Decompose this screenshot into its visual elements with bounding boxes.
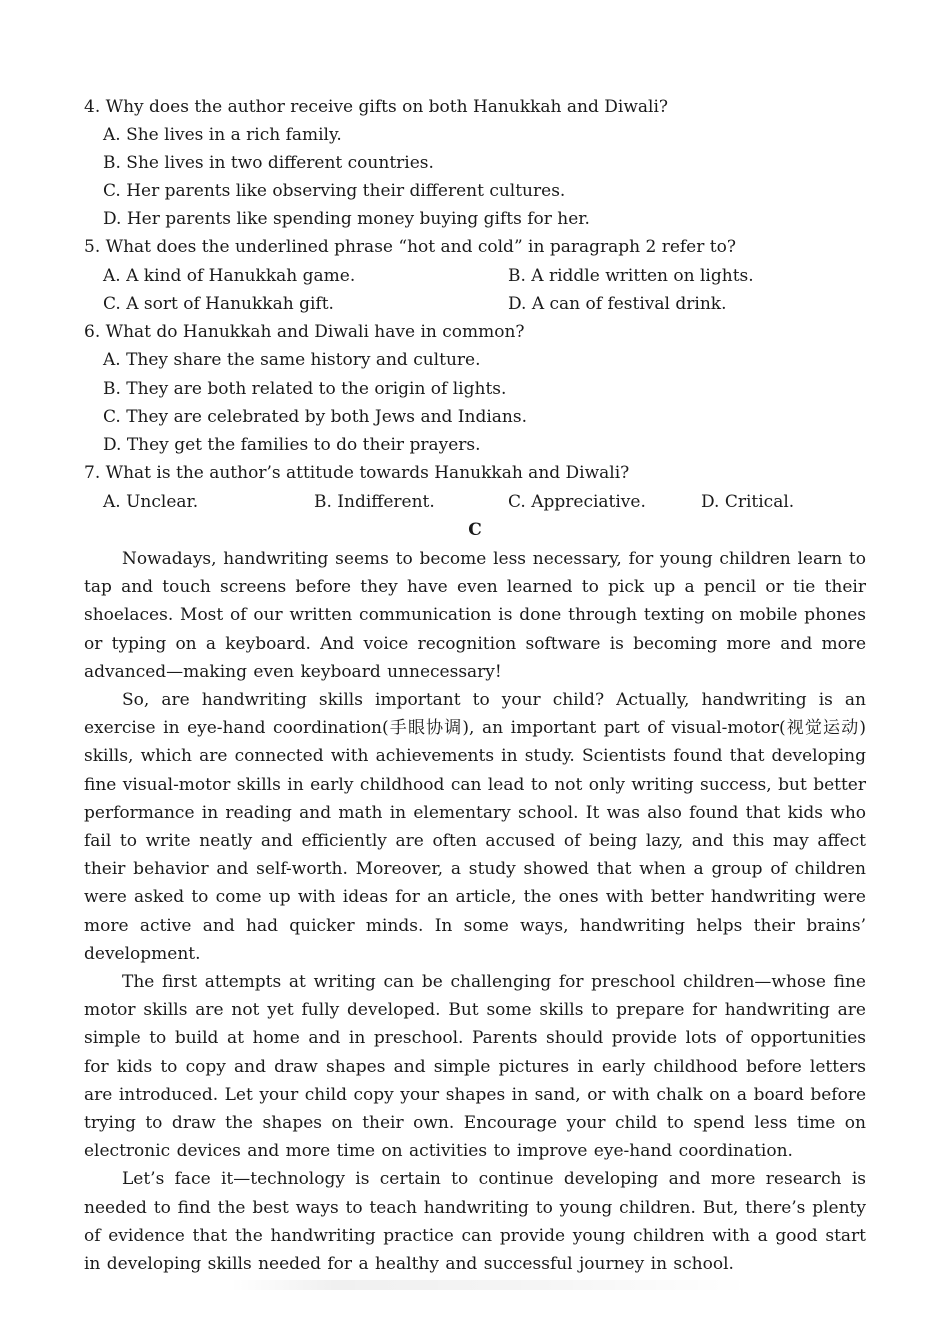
question-7-option-a: A. Unclear.	[103, 492, 199, 512]
question-4-option-a: A. She lives in a rich family.	[103, 125, 342, 145]
question-5-option-b: B. A riddle written on lights.	[508, 266, 754, 286]
question-6-option-d: D. They get the families to do their prayers.	[103, 435, 481, 455]
question-4-option-c: C. Her parents like observing their different cultures.	[103, 181, 566, 201]
passage-paragraph-1: Nowadays, handwriting seems to become less necessary, for young children learn to tap and touch screens before they have even learned to pick up a pencil or tie their shoelaces. Most of our written communication is done through texting on mobile phones or typing on a keyboard. And voice recognition software is becoming more and more advanced—making even keyboard unnecessary!	[84, 549, 866, 682]
passage-paragraph-2: So, are handwriting skills important to your child? Actually, handwriting is an exercise in eye-hand coordination(手眼协调), an important part of visual-motor(视觉运动) skills, which are connected with achievements in study. Scientists found that developing fine visual-motor skills in early childhood can lead to not only writing success, but better performance in reading and math in elementary school. It was also found that kids who fail to write neatly and efficiently are often accused of being lazy, and this may affect their behavior and self-worth. Moreover, a study showed that when a group of children were asked to come up with ideas for an article, the ones with better handwriting were more active and had quicker minds. In some ways, handwriting helps their brains’ development.	[84, 690, 866, 964]
question-5-option-a: A. A kind of Hanukkah game.	[103, 266, 356, 286]
question-6-option-a: A. They share the same history and culture.	[103, 350, 481, 370]
question-6-option-c: C. They are celebrated by both Jews and Indians.	[103, 407, 528, 427]
question-7-option-c: C. Appreciative.	[508, 492, 646, 512]
question-5-stem: 5. What does the underlined phrase “hot and cold” in paragraph 2 refer to?	[84, 237, 736, 257]
section-heading: C	[468, 520, 482, 540]
passage-paragraph-3: The first attempts at writing can be challenging for preschool children—whose fine motor skills are not yet fully developed. But some skills to prepare for handwriting are simple to build at home and in preschool. Parents should provide lots of opportunities for kids to copy and draw shapes and simple pictures in early childhood before letters are introduced. Let your child copy your shapes in sand, or with chalk on a board before trying to draw the shapes on their own. Encourage your child to spend less time on electronic devices and more time on activities to improve eye-hand coordination.	[84, 972, 866, 1162]
question-6-option-b: B. They are both related to the origin of lights.	[103, 379, 507, 399]
question-4-option-b: B. She lives in two different countries.	[103, 153, 434, 173]
question-4-option-d: D. Her parents like spending money buying gifts for her.	[103, 209, 590, 229]
passage-paragraph-4: Let’s face it—technology is certain to continue developing and more research is needed to find the best ways to teach handwriting to young children. But, there’s plenty of evidence that the handwriting practice can provide young children with a good start in developing skills needed for a healthy and successful journey in school.	[84, 1169, 866, 1275]
question-4-stem: 4. Why does the author receive gifts on both Hanukkah and Diwali?	[84, 97, 669, 117]
question-5-option-c: C. A sort of Hanukkah gift.	[103, 294, 334, 314]
question-7-stem: 7. What is the author’s attitude towards Hanukkah and Diwali?	[84, 463, 630, 483]
question-5-option-d: D. A can of festival drink.	[508, 294, 727, 314]
passage-c	[84, 545, 866, 1278]
question-7-option-b: B. Indifferent.	[314, 492, 435, 512]
scan-shadow	[230, 1280, 750, 1290]
question-6-stem: 6. What do Hanukkah and Diwali have in common?	[84, 322, 525, 342]
question-7-option-d: D. Critical.	[701, 492, 795, 512]
